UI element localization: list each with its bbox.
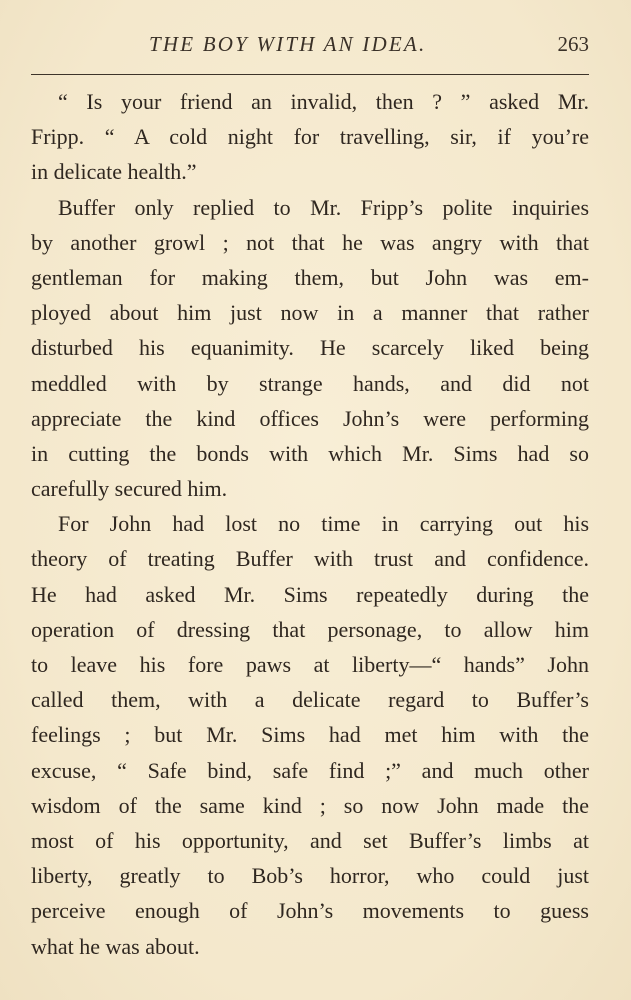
body-text xyxy=(31,84,589,964)
running-title: THE BOY WITH AN IDEA. xyxy=(149,32,427,56)
text-line: what he was about. xyxy=(31,933,200,959)
page-number: 263 xyxy=(557,32,589,56)
paragraph-1 xyxy=(31,84,589,190)
text-line: in cutting the bonds with which Mr. Sims had so xyxy=(31,440,589,466)
text-line: ployed about him just now in a manner that rather xyxy=(31,300,589,326)
text-line: disturbed his equanimity. He scarcely liked being xyxy=(31,335,589,361)
text-line: feelings ; but Mr. Sims had met him with the xyxy=(31,722,589,748)
text-line: carefully secured him. xyxy=(31,476,228,502)
text-line: liberty, greatly to Bob’s horror, who could just xyxy=(31,863,589,889)
page-header xyxy=(31,30,589,62)
text-line: Fripp. “ A cold night for travelling, sir, if you’re xyxy=(31,124,589,150)
header-rule xyxy=(31,74,589,75)
text-line: Buffer only replied to Mr. Fripp’s polite inquiries xyxy=(58,194,589,220)
text-line: “ Is your friend an invalid, then ? ” asked Mr. xyxy=(58,89,589,114)
text-line: wisdom of the same kind ; so now John made the xyxy=(31,792,589,818)
text-line: For John had lost no time in carrying out his xyxy=(58,511,589,537)
text-line: excuse, “ Safe bind, safe find ;” and much other xyxy=(31,757,589,783)
text-line: theory of treating Buffer with trust and confidence. xyxy=(31,546,589,572)
text-line: perceive enough of John’s movements to guess xyxy=(31,898,589,924)
text-line: He had asked Mr. Sims repeatedly during the xyxy=(31,581,589,607)
text-line: most of his opportunity, and set Buffer’s limbs at xyxy=(31,827,589,853)
text-line: to leave his fore paws at liberty—“ hands” John xyxy=(31,652,589,677)
paragraph-2 xyxy=(31,190,589,507)
text-line: meddled with by strange hands, and did not xyxy=(31,370,589,396)
text-line: appreciate the kind offices John’s were performing xyxy=(31,405,589,431)
text-line: called them, with a delicate regard to Buffer’s xyxy=(31,687,589,713)
text-line: operation of dressing that personage, to allow him xyxy=(31,616,589,642)
text-line: by another growl ; not that he was angry with that xyxy=(31,229,589,255)
paragraph-3 xyxy=(31,506,589,963)
text-line: gentleman for making them, but John was em- xyxy=(31,264,589,290)
text-line: in delicate health.” xyxy=(31,159,197,185)
